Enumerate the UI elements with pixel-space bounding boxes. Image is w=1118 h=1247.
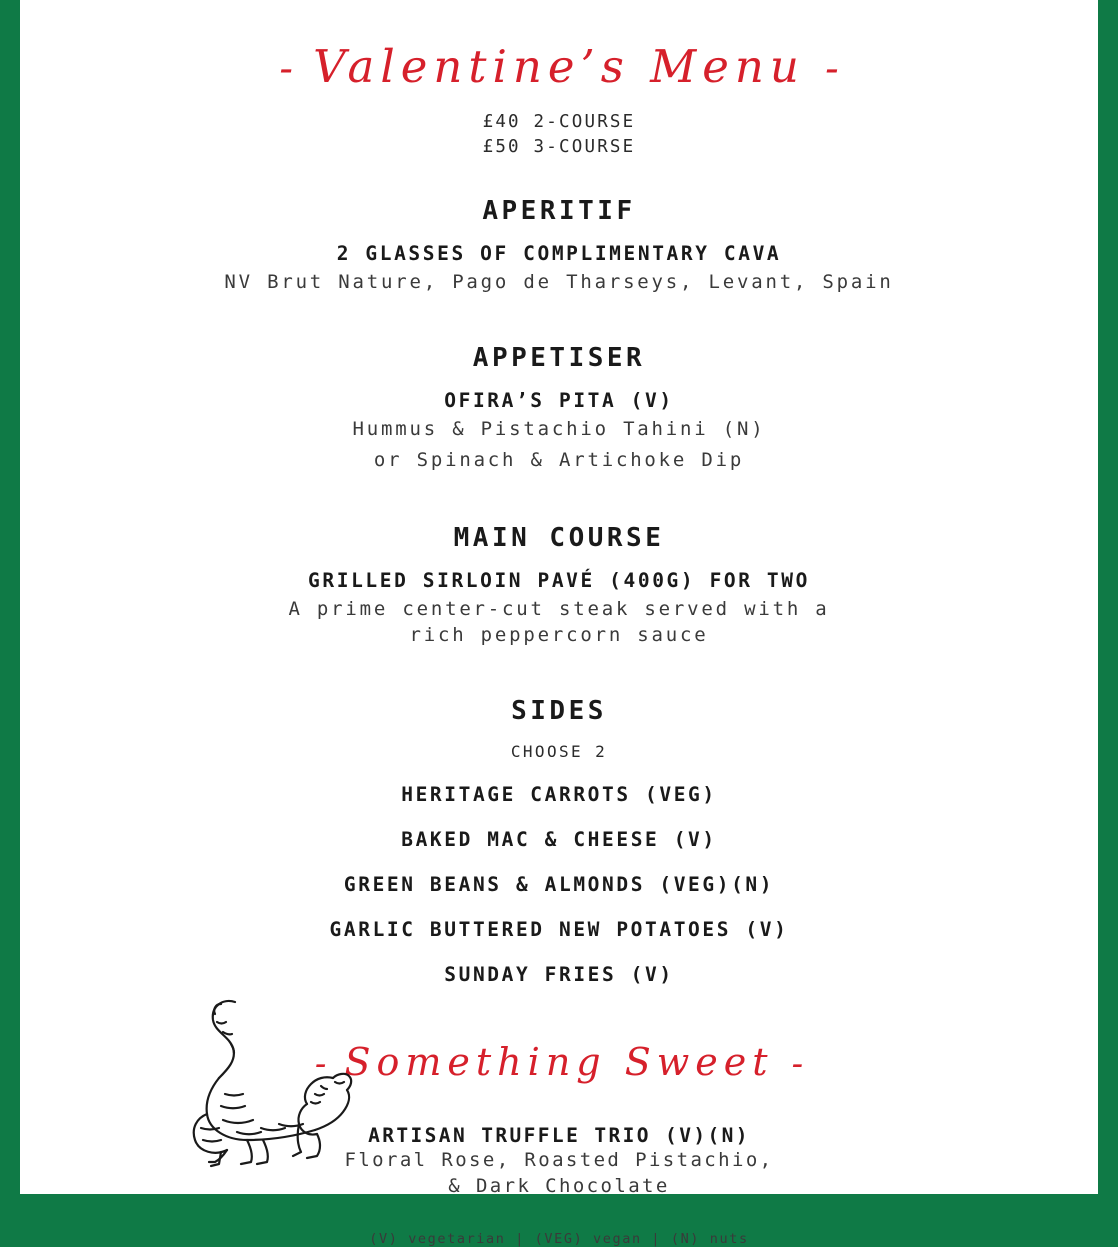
sweet-dash-right: - — [791, 1044, 804, 1085]
sides-choose-count: CHOOSE 2 — [510, 742, 608, 762]
section-heading-sides: SIDES — [511, 696, 607, 727]
side-item-carrots: HERITAGE CARROTS (VEG) — [401, 783, 717, 807]
side-item-sunday-fries: SUNDAY FRIES (V) — [444, 963, 674, 987]
sweet-dash-left: - — [314, 1044, 327, 1085]
price-block — [20, 110, 1098, 161]
item-name-pita: OFIRA’S PITA (V) — [444, 389, 674, 413]
section-heading-main-course: MAIN COURSE — [453, 522, 665, 553]
side-item-mac-and-cheese: BAKED MAC & CHEESE (V) — [401, 828, 717, 852]
item-name-truffle-trio: ARTISAN TRUFFLE TRIO (V)(N) — [368, 1124, 750, 1148]
price-2-course: £40 2-COURSE — [482, 111, 636, 132]
price-3-course: £50 3-COURSE — [482, 136, 636, 157]
item-name-sirloin: GRILLED SIRLOIN PAVÉ (400G) FOR TWO — [308, 568, 810, 592]
item-desc-pita-line1: Hummus & Pistachio Tahini (N) — [352, 418, 766, 441]
title-dash-left: - — [279, 46, 293, 92]
sweet-title-text: Something Sweet — [344, 1040, 774, 1085]
allergen-legend: (V) vegetarian | (VEG) vegan | (N) nuts — [369, 1230, 749, 1247]
side-item-new-potatoes: GARLIC BUTTERED NEW POTATOES (V) — [329, 918, 789, 942]
title-text: Valentine’s Menu — [313, 40, 805, 93]
title-dash-right: - — [825, 46, 839, 92]
section-heading-aperitif: APERITIF — [482, 196, 636, 227]
item-desc-sirloin: A prime center-cut steak served with a rich peppercorn sauce — [288, 597, 830, 647]
item-desc-truffle-line1: Floral Rose, Roasted Pistachio, — [344, 1149, 774, 1172]
menu-page — [20, 0, 1098, 1247]
section-heading-appetiser: APPETISER — [472, 343, 646, 374]
side-item-green-beans: GREEN BEANS & ALMONDS (VEG)(N) — [343, 873, 775, 897]
tiger-illustration — [175, 990, 365, 1180]
item-name-cava: 2 GLASSES OF COMPLIMENTARY CAVA — [336, 242, 782, 266]
item-desc-truffle-line2: & Dark Chocolate — [448, 1175, 670, 1198]
item-desc-pita-line2: or Spinach & Artichoke Dip — [373, 448, 745, 471]
item-desc-cava: NV Brut Nature, Pago de Tharseys, Levant, Spain — [224, 271, 894, 294]
page-title — [20, 42, 1098, 92]
